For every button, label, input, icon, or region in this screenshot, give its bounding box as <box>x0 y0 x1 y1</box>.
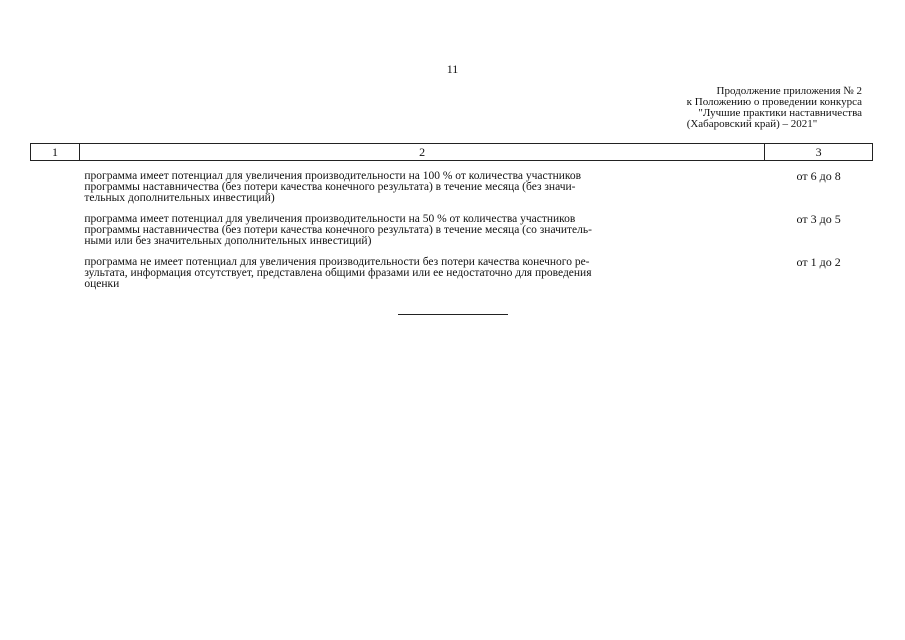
page-number: 11 <box>446 62 459 76</box>
column-header-3: 3 <box>765 144 873 161</box>
appendix-header-line: к Положению о проведении конкурса <box>686 96 862 108</box>
column-header-1: 1 <box>31 144 80 161</box>
appendix-header <box>602 86 862 130</box>
score-cell: от 3 до 5 <box>796 212 841 226</box>
criteria-line: программа имеет потенциал для увеличения производительности на 50 % от количества участников <box>84 213 576 225</box>
criteria-line: программы наставничества (без потери качества конечного результата) в течение месяца (со значитель- <box>84 224 592 236</box>
appendix-header-line: Продолжение приложения № 2 <box>716 85 862 97</box>
criteria-line: ными или без значительных дополнительных инвестиций) <box>84 235 372 247</box>
row-number-cell <box>31 206 80 249</box>
appendix-header-line: "Лучшие практики наставничества <box>698 107 862 119</box>
table-row <box>31 206 873 249</box>
criteria-table <box>30 143 873 292</box>
criteria-cell <box>79 206 764 249</box>
row-number-cell <box>31 161 80 207</box>
appendix-header-line: (Хабаровский край) – 2021" <box>686 118 818 130</box>
criteria-cell <box>79 161 764 207</box>
row-number-cell <box>31 249 80 292</box>
end-of-document-rule <box>398 314 508 315</box>
criteria-line: тельных дополнительных инвестиций) <box>84 192 275 204</box>
score-cell: от 1 до 2 <box>796 255 841 269</box>
criteria-cell <box>79 249 764 292</box>
table-row <box>31 161 873 207</box>
criteria-line: программа не имеет потенциал для увеличения производительности без потери качества конечного ре- <box>84 256 590 268</box>
criteria-line: оценки <box>84 278 120 290</box>
column-header-2: 2 <box>79 144 764 161</box>
criteria-line: программа имеет потенциал для увеличения производительности на 100 % от количества участников <box>84 170 582 182</box>
table-row <box>31 249 873 292</box>
table-header-row <box>31 144 873 161</box>
score-cell: от 6 до 8 <box>796 169 841 183</box>
criteria-line: программы наставничества (без потери качества конечного результата) в течение месяца (без значи- <box>84 181 576 193</box>
criteria-line: зультата, информация отсутствует, представлена общими фразами или ее недостаточно для проведения <box>84 267 592 279</box>
